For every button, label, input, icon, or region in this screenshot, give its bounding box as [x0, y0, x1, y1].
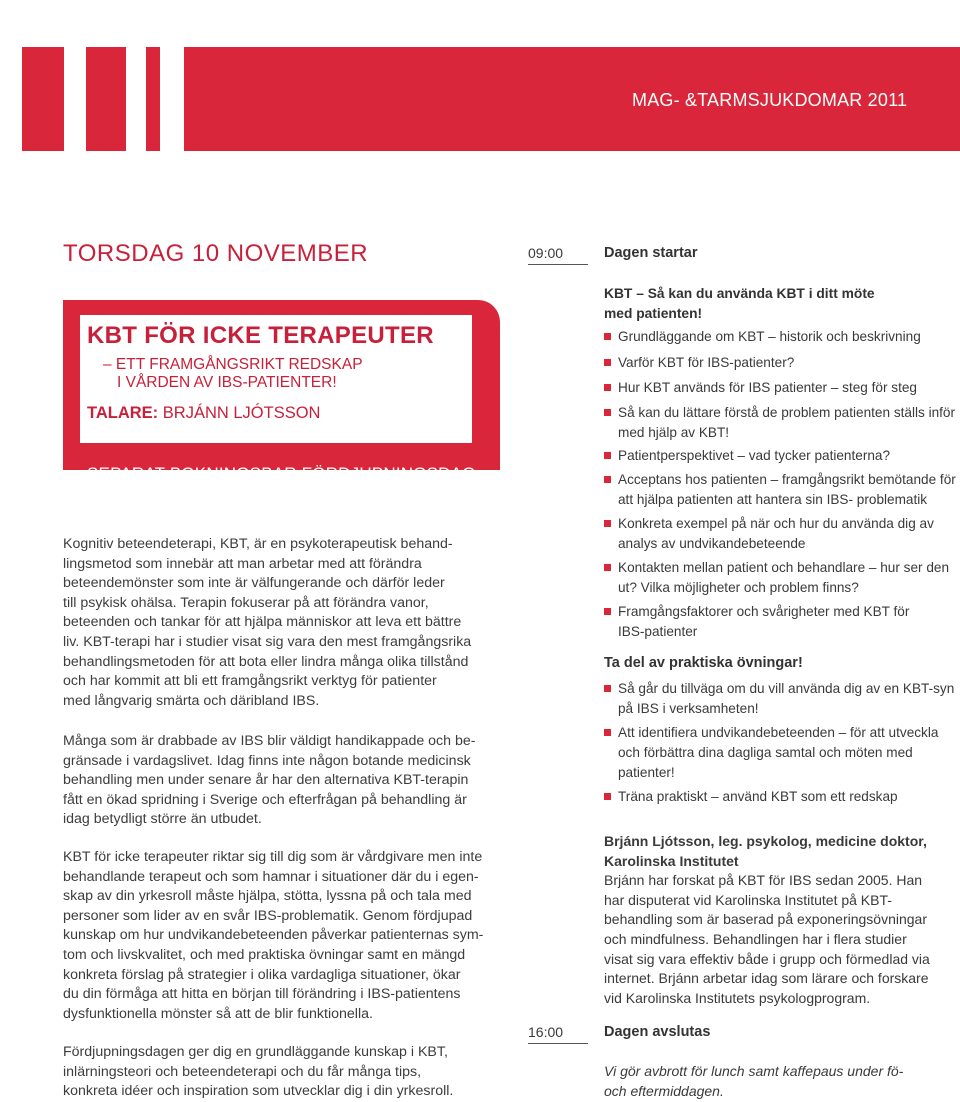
end-time: 16:00	[528, 1024, 564, 1040]
speaker-label: TALARE:	[87, 404, 159, 422]
list-item: Så går du tillväga om du vill använda dig av en KBT-syn på IBS i verksamheten!	[604, 679, 954, 719]
intro-paragraph-4: Fördjupningsdagen ger dig en grundläggande kunskap i KBT, inlärningsteori och beteendeterapi och du får många tips, konkreta idéer och inspiration som utvecklar dig i din yrkesroll.	[63, 1044, 454, 1100]
speaker-name: BRJÁNN LJÓTSSON	[162, 404, 321, 422]
section2-heading: Ta del av praktiska övningar!	[604, 655, 803, 671]
logo-bar-thin	[146, 47, 160, 151]
bullet-icon	[604, 608, 611, 615]
course-subtitle-2: I VÅRDEN AV IBS-PATIENTER!	[117, 374, 337, 391]
bullet-icon	[604, 333, 611, 340]
logo-bar-right	[86, 47, 126, 151]
list-item: Konkreta exempel på när och hur du använda dig av analys av undvikandebeteende	[604, 514, 954, 554]
speaker-bio: Brjánn Ljótsson, leg. psykolog, medicine doktor, Karolinska Institutet Brjánn har forskat på KBT för IBS sedan 2005. Han har disputerat vid Karolinska Institutet på KBT- behandling som är baserad på exponeringsövningar och mindfulness. Behandlingen har i flera studier visat sig vara effektiv både i grupp och förmedlad via internet. Brjánn arbetar idag som lärare och forskare vid Karolinska Institutets psykologprogram.	[604, 833, 930, 1006]
bullet-icon	[604, 793, 611, 800]
speaker-line	[87, 404, 320, 423]
course-subtitle-1: – ETT FRAMGÅNGSRIKT REDSKAP	[103, 356, 363, 373]
list-item: Framgångsfaktorer och svårigheter med KBT för IBS-patienter	[604, 602, 954, 642]
list-item: Acceptans hos patienten – framgångsrikt bemötande för att hjälpa patienten att hantera sin IBS- problematik	[604, 470, 954, 510]
bullet-icon	[604, 685, 611, 692]
bullet-icon	[604, 409, 611, 416]
course-title: KBT FÖR ICKE TERAPEUTER	[87, 322, 434, 349]
intro-paragraph-2: Många som är drabbade av IBS blir väldigt handikappade och be- gränsade i vardagslivet. Idag finns inte någon botande medicinsk behandling men under senare år har den alternativa KBT-terapin fått en ökad spridning i Sverige och efterfrågan på behandling är idag betydligt större än utbudet.	[63, 733, 476, 828]
list-item: Kontakten mellan patient och behandlare – hur ser den ut? Vilka möjligheter och problem finns?	[604, 558, 954, 598]
bullet-icon	[604, 729, 611, 736]
list-item: Träna praktiskt – använd KBT som ett redskap	[604, 787, 954, 807]
start-label: Dagen startar	[604, 245, 698, 261]
list-item: Varför KBT för IBS-patienter?	[604, 353, 954, 373]
list-item: Grundläggande om KBT – historik och beskrivning	[604, 327, 954, 347]
end-note: Vi gör avbrott för lunch samt kaffepaus under fö- och eftermiddagen.	[604, 1063, 904, 1099]
list-item: Hur KBT används för IBS patienter – steg för steg	[604, 378, 954, 398]
bullet-icon	[604, 520, 611, 527]
list-item: Patientperspektivet – vad tycker patienterna?	[604, 446, 954, 466]
bullet-icon	[604, 452, 611, 459]
bullet-icon	[604, 476, 611, 483]
bullet-icon	[604, 384, 611, 391]
bullet-icon	[604, 564, 611, 571]
logo-bar-left	[22, 47, 64, 151]
bullet-icon	[604, 359, 611, 366]
list-item: Så kan du lättare förstå de problem patienten ställs inför med hjälp av KBT!	[604, 403, 954, 443]
list-item: Att identifiera undvikandebeteenden – för att utveckla och förbättra dina dagliga samtal och möten med patienter!	[604, 723, 954, 783]
end-time-rule	[528, 1043, 588, 1044]
header-title: MAG- &TARMSJUKDOMAR 2011	[632, 90, 908, 110]
intro-paragraph-3: KBT för icke terapeuter riktar sig till dig som är vårdgivare men inte behandlande terapeut och som hamnar i situationer där du i egen- skap av din yrkesroll måste hjälpa, stötta, lyssna på och tala med personer som lider av en svår IBS-problematik. Genom fördjupad kunskap om hur undvikandebeteenden påverkar patienternas sym- tom och livskvalitet, och med praktiska övningar samt en mängd konkreta förslag på strategier i olika vardagliga situationer, ökar du din förmåga att hitta en början till förändring i IBS-patientens dysfunktionella mönster så att de blir funktionella.	[63, 849, 484, 1022]
start-time-rule	[528, 264, 588, 265]
booking-note: SEPARAT BOKNINGSBAR FÖRDJUPNINGSDAG	[87, 464, 476, 483]
intro-paragraph-1: Kognitiv beteendeterapi, KBT, är en psykoterapeutisk behand- lingsmetod som innebär att man arbetar med att förändra beteendemönster som inte är välfungerande och därför leder till psykisk ohälsa. Terapin fokuserar på att förändra vanor, beteenden och tankar för att hjälpa människor att leva ett bättre liv. KBT-terapi har i studier visat sig vara den mest framgångsrika behandlingsmetoden för att bota eller lindra många olika tillstånd och har kommit att bli ett framgångsrikt verktyg för patienter med långvarig smärta och däribland IBS.	[63, 536, 472, 709]
end-label: Dagen avslutas	[604, 1024, 711, 1040]
section1-heading: KBT – Så kan du använda KBT i ditt möte med patienten!	[604, 286, 875, 321]
event-date: TORSDAG 10 NOVEMBER	[63, 240, 369, 267]
start-time: 09:00	[528, 245, 564, 261]
